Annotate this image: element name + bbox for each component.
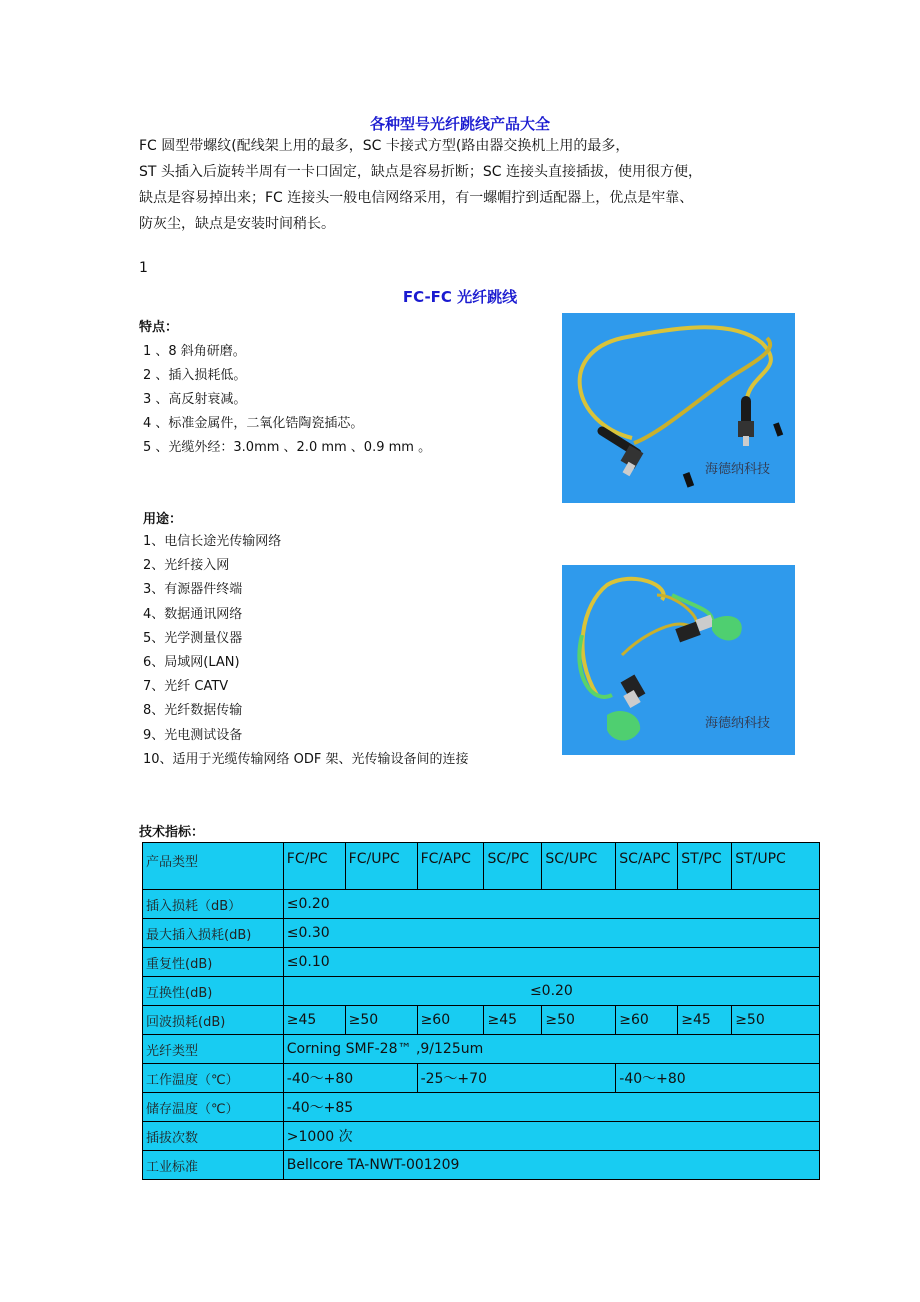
features-label: 特点： bbox=[139, 320, 179, 335]
use-item: 4、数据通讯网络 bbox=[143, 606, 243, 622]
header-cell: SC/UPC bbox=[542, 843, 616, 890]
table-cell: ≥60 bbox=[417, 1006, 484, 1035]
table-row bbox=[143, 843, 820, 890]
table-cell: ≤0.10 bbox=[283, 948, 819, 977]
table-row bbox=[143, 1151, 820, 1180]
table-cell: ≥45 bbox=[283, 1006, 345, 1035]
intro-line: 防灰尘，缺点是安装时间稍长。 bbox=[139, 216, 335, 232]
feature-item: 5 、光缆外经：3.0mm 、2.0 mm 、0.9 mm 。 bbox=[143, 440, 432, 455]
page-title: 各种型号光纤跳线产品大全 bbox=[369, 115, 550, 133]
table-cell: ≥45 bbox=[678, 1006, 732, 1035]
feature-item: 3 、高反射衰减。 bbox=[143, 392, 247, 407]
section-title: FC-FC 光纤跳线 bbox=[402, 288, 518, 306]
watermark-text: 海德纳科技 bbox=[705, 462, 771, 477]
watermark-text: 海德纳科技 bbox=[705, 716, 771, 731]
header-cell: ST/UPC bbox=[732, 843, 820, 890]
use-item: 8、光纤数据传输 bbox=[143, 703, 243, 719]
header-cell: SC/APC bbox=[616, 843, 678, 890]
header-cell: ST/PC bbox=[678, 843, 732, 890]
row-label: 光纤类型 bbox=[143, 1035, 284, 1064]
features-list bbox=[143, 340, 431, 460]
table-row bbox=[143, 977, 820, 1006]
table-cell: -40～+80 bbox=[616, 1064, 820, 1093]
uses-label: 用途： bbox=[143, 512, 183, 527]
table-cell: ≥60 bbox=[616, 1006, 678, 1035]
table-cell: ≤0.20 bbox=[283, 977, 819, 1006]
feature-item: 4 、标准金属件，二氧化锆陶瓷插芯。 bbox=[143, 416, 364, 431]
use-item: 1、电信长途光传输网络 bbox=[143, 534, 282, 549]
row-label: 储存温度（℃） bbox=[143, 1093, 284, 1122]
table-cell: ≥45 bbox=[484, 1006, 542, 1035]
uses-list bbox=[143, 530, 469, 772]
table-cell: ≤0.20 bbox=[283, 890, 819, 919]
section-number: 1 bbox=[139, 260, 148, 276]
row-label: 工业标准 bbox=[143, 1151, 284, 1180]
use-item: 2、光纤接入网 bbox=[143, 558, 230, 574]
row-label: 最大插入损耗(dB) bbox=[143, 919, 284, 948]
table-cell: Bellcore TA-NWT-001209 bbox=[283, 1151, 819, 1180]
table-row bbox=[143, 1035, 820, 1064]
fc-patch-cord-green-caps-photo bbox=[562, 565, 795, 755]
use-item: 7、光纤 CATV bbox=[143, 679, 229, 695]
use-item: 5、光学测量仪器 bbox=[143, 630, 243, 646]
intro-line: 缺点是容易掉出来；FC 连接头一般电信网络采用，有一螺帽拧到适配器上，优点是牢靠、 bbox=[139, 190, 694, 206]
table-row bbox=[143, 1064, 820, 1093]
use-item: 3、有源器件终端 bbox=[143, 582, 243, 598]
header-cell: FC/APC bbox=[417, 843, 484, 890]
row-label: 工作温度（℃） bbox=[143, 1064, 284, 1093]
table-row bbox=[143, 890, 820, 919]
table-cell: >1000 次 bbox=[283, 1122, 819, 1151]
row-label: 插入损耗（dB） bbox=[143, 890, 284, 919]
table-cell: Corning SMF-28™ ,9/125um bbox=[283, 1035, 819, 1064]
intro-paragraph bbox=[139, 133, 799, 237]
table-row bbox=[143, 1006, 820, 1035]
row-label: 互换性(dB) bbox=[143, 977, 284, 1006]
spec-table bbox=[142, 842, 820, 1180]
header-cell: FC/UPC bbox=[345, 843, 417, 890]
feature-item: 1 、8 斜角研磨。 bbox=[143, 344, 246, 359]
table-cell: -40～+80 bbox=[283, 1064, 417, 1093]
header-cell: 产品类型 bbox=[143, 843, 284, 890]
spec-label: 技术指标： bbox=[139, 825, 205, 840]
table-cell: -25～+70 bbox=[417, 1064, 616, 1093]
table-cell: ≥50 bbox=[732, 1006, 820, 1035]
row-label: 回波损耗(dB) bbox=[143, 1006, 284, 1035]
table-row bbox=[143, 1093, 820, 1122]
header-cell: FC/PC bbox=[283, 843, 345, 890]
use-item: 10、适用于光缆传输网络 ODF 架、光传输设备间的连接 bbox=[143, 751, 469, 767]
use-item: 9、光电测试设备 bbox=[143, 727, 243, 743]
intro-line: ST 头插入后旋转半周有一卡口固定，缺点是容易折断；SC 连接头直接插拔，使用很方便， bbox=[139, 164, 702, 180]
fc-fc-patch-cord-photo bbox=[562, 313, 795, 503]
table-cell: -40～+85 bbox=[283, 1093, 819, 1122]
table-cell: ≤0.30 bbox=[283, 919, 819, 948]
table-cell: ≥50 bbox=[542, 1006, 616, 1035]
use-item: 6、局域网(LAN) bbox=[143, 655, 240, 671]
table-row bbox=[143, 1122, 820, 1151]
feature-item: 2 、插入损耗低。 bbox=[143, 368, 247, 383]
row-label: 重复性(dB) bbox=[143, 948, 284, 977]
table-cell: ≥50 bbox=[345, 1006, 417, 1035]
row-label: 插拔次数 bbox=[143, 1122, 284, 1151]
header-cell: SC/PC bbox=[484, 843, 542, 890]
table-row bbox=[143, 919, 820, 948]
intro-line: FC 圆型带螺纹(配线架上用的最多，SC 卡接式方型(路由器交换机上用的最多， bbox=[139, 138, 630, 154]
table-row bbox=[143, 948, 820, 977]
